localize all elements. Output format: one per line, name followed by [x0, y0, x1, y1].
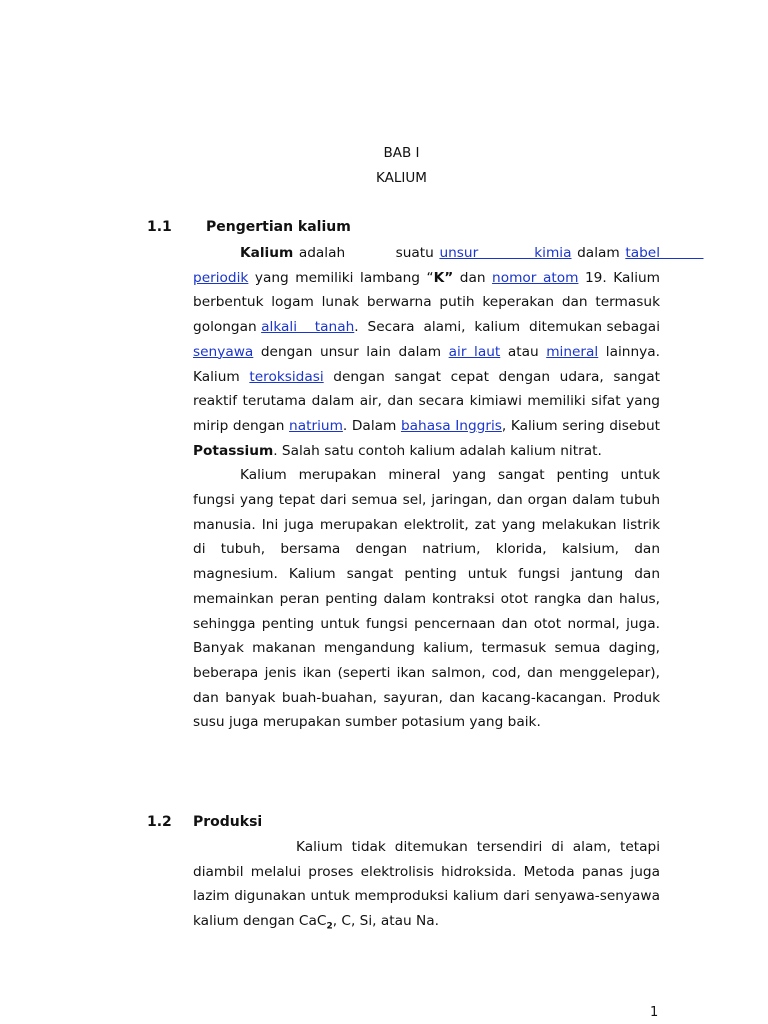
link-teroksidasi[interactable]: teroksidasi [249, 368, 324, 385]
text-run: , C, Si, atau Na. [332, 913, 440, 930]
section-1-title: Pengertian kalium [206, 219, 351, 235]
text-run: 19. Kalium berbentuk logam lunak berwarna putih keperakan dan termasuk golongan [193, 269, 661, 336]
link-bahasa-inggris[interactable]: bahasa Inggris [400, 417, 502, 434]
link-unsur-kimia[interactable]: unsur kimia [439, 245, 572, 261]
text-run: . Dalam [342, 417, 401, 434]
page-number: 1 [650, 1005, 659, 1020]
section-1-paragraph-1 [193, 241, 704, 463]
text-run: yang memiliki lambang “ [248, 269, 434, 286]
link-senyawa[interactable]: senyawa [193, 343, 254, 360]
term-kalium: Kalium [240, 245, 294, 261]
link-alkali-tanah[interactable]: alkali tanah [261, 319, 355, 336]
text-run: atau [500, 343, 547, 360]
symbol-k: K” [433, 269, 454, 286]
link-tabel-periodik[interactable]: tabel periodik [193, 245, 704, 286]
text-run: dengan sangat cepat dengan udara, sangat reaktif terutama dalam air, dan secara kimiawi memiliki sifat yang mirip dengan [193, 368, 660, 434]
text-run: lainnya. Kalium [193, 343, 660, 385]
subscript: 2 [326, 921, 333, 932]
text-run: adalah suatu [293, 245, 440, 261]
chapter-number: BAB I [383, 145, 420, 161]
section-2-body [193, 835, 660, 940]
link-mineral[interactable]: mineral [546, 343, 599, 360]
link-natrium[interactable]: natrium [289, 417, 343, 434]
term-potassium: Potassium [193, 442, 274, 459]
chapter-title: KALIUM [376, 170, 427, 186]
text-run: Kalium tidak ditemukan tersendiri di alam, tetapi diambil melalui proses elektrolisis hidroksida. Metoda panas juga lazim digunakan untuk memproduksi kalium dari senyawa-senyawa kalium dengan CaC [193, 839, 660, 930]
section-2-paragraph-1 [193, 835, 660, 940]
text-run: . Salah satu contoh kalium adalah kalium nitrat. [273, 442, 602, 459]
section-1-body [193, 241, 704, 735]
section-1-paragraph-2: Kalium merupakan mineral yang sangat penting untuk fungsi yang tepat dari semua sel, jaringan, dan organ dalam tubuh manusia. Ini juga merupakan elektrolit, zat yang melakukan listrik di tubuh, bersama dengan natrium, klorida, kalsium, dan magnesium. Kalium sangat penting untuk fungsi jantung dan memainkan peran penting dalam kontraksi otot rangka dan halus, sehingga penting untuk fungsi pencernaan dan otot normal, juga. Banyak makanan mengandung kalium, termasuk semua daging, beberapa jenis ikan (seperti ikan salmon, cod, dan menggelepar), dan banyak buah-buahan, sayuran, dan kacang-kacangan. Produk susu juga merupakan sumber potasium yang baik. [193, 467, 660, 731]
text-run: dalam [571, 245, 626, 261]
link-air-laut[interactable]: air laut [448, 343, 501, 360]
link-nomor-atom[interactable]: nomor atom [492, 269, 579, 286]
section-2-number: 1.2 [147, 814, 172, 830]
section-2-title: Produksi [193, 814, 263, 830]
text-run: . Secara alami, kalium ditemukan sebagai [354, 319, 665, 336]
text-run: dengan unsur lain dalam [253, 343, 449, 360]
text-run: dan [453, 269, 493, 286]
section-1-number: 1.1 [147, 219, 172, 235]
text-run: , Kalium sering disebut [501, 417, 660, 434]
